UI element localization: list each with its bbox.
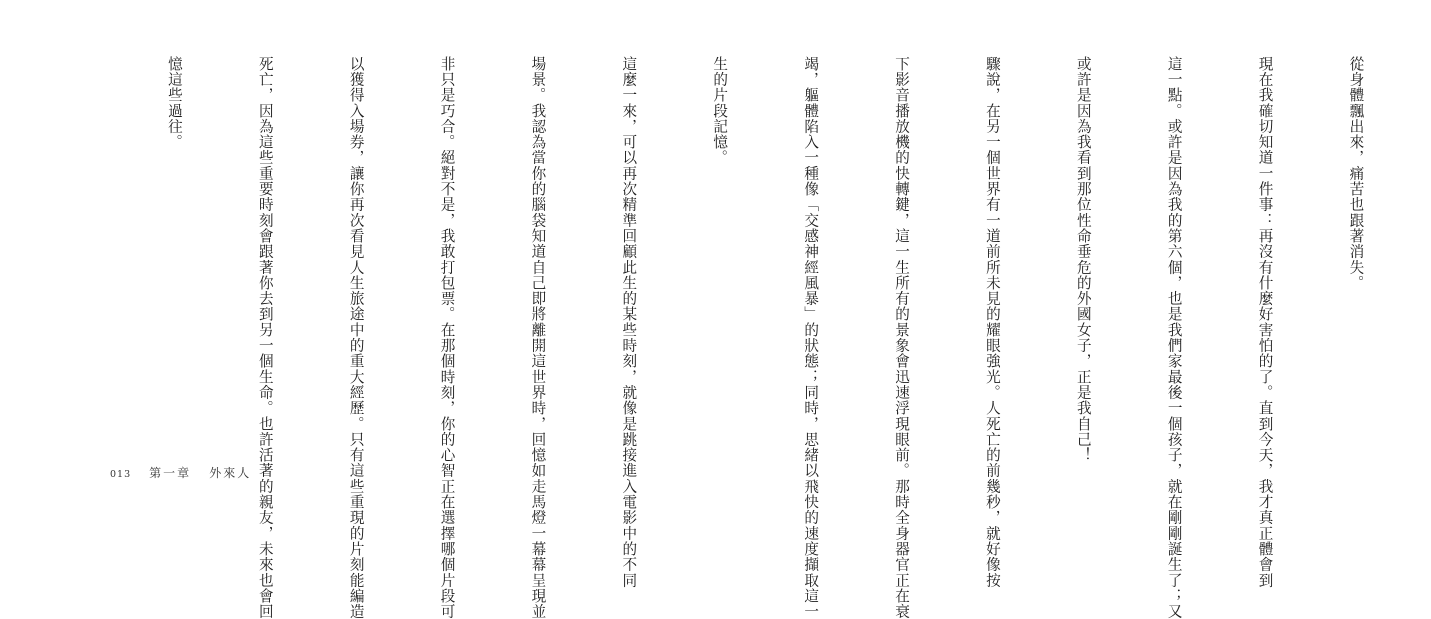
- text-column: 或許是因為我看到那位性命垂危的外國女子，正是我自己！: [1074, 56, 1092, 463]
- text-column: 憶這些過往。: [165, 56, 183, 150]
- text-column: 非只是巧合。絕對不是，我敢打包票。在那個時刻，你的心智正在選擇哪個片段可: [438, 56, 456, 619]
- text-column: 生的片段記憶。: [711, 56, 729, 166]
- text-column: 從身體飄出來，痛苦也跟著消失。: [1347, 56, 1365, 291]
- page-number: 013: [110, 469, 132, 480]
- text-column: 這麼一來，可以再次精準回顧此生的某些時刻，就像是跳接進入電影中的不同: [620, 56, 638, 589]
- text-column: 場景。我認為當你的腦袋知道自己即將離開這世界時，回憶如走馬燈一幕幕呈現並: [529, 56, 547, 619]
- text-column: 以獲得入場券，讓你再次看見人生旅途中的重大經歷。只有這些重現的片刻能編造: [347, 56, 365, 619]
- text-column: 驟說，在另一個世界有一道前所未見的耀眼強光。人死亡的前幾秒，就好像按: [983, 56, 1001, 589]
- text-column: 現在我確切知道一件事：再沒有什麼好害怕的了。直到今天，我才真正體會到: [1256, 56, 1274, 589]
- text-column: 死亡，因為這些重要時刻會跟著你去到另一個生命。也許活著的親友，未來也會回: [256, 56, 274, 619]
- chapter-title: 外來人: [209, 466, 252, 480]
- page-footer: [110, 464, 261, 481]
- chapter-label: 第一章: [149, 466, 192, 480]
- text-column: 這一點。或許是因為我的第六個，也是我們家最後一個孩子，就在剛剛誕生了；又: [1165, 56, 1183, 619]
- text-column: 下影音播放機的快轉鍵，這一生所有的景象會迅速浮現眼前。那時全身器官正在衰: [893, 56, 911, 619]
- text-column: 竭，軀體陷入一種像「交感神經風暴」的狀態；同時，思緒以飛快的速度擷取這一: [802, 56, 820, 619]
